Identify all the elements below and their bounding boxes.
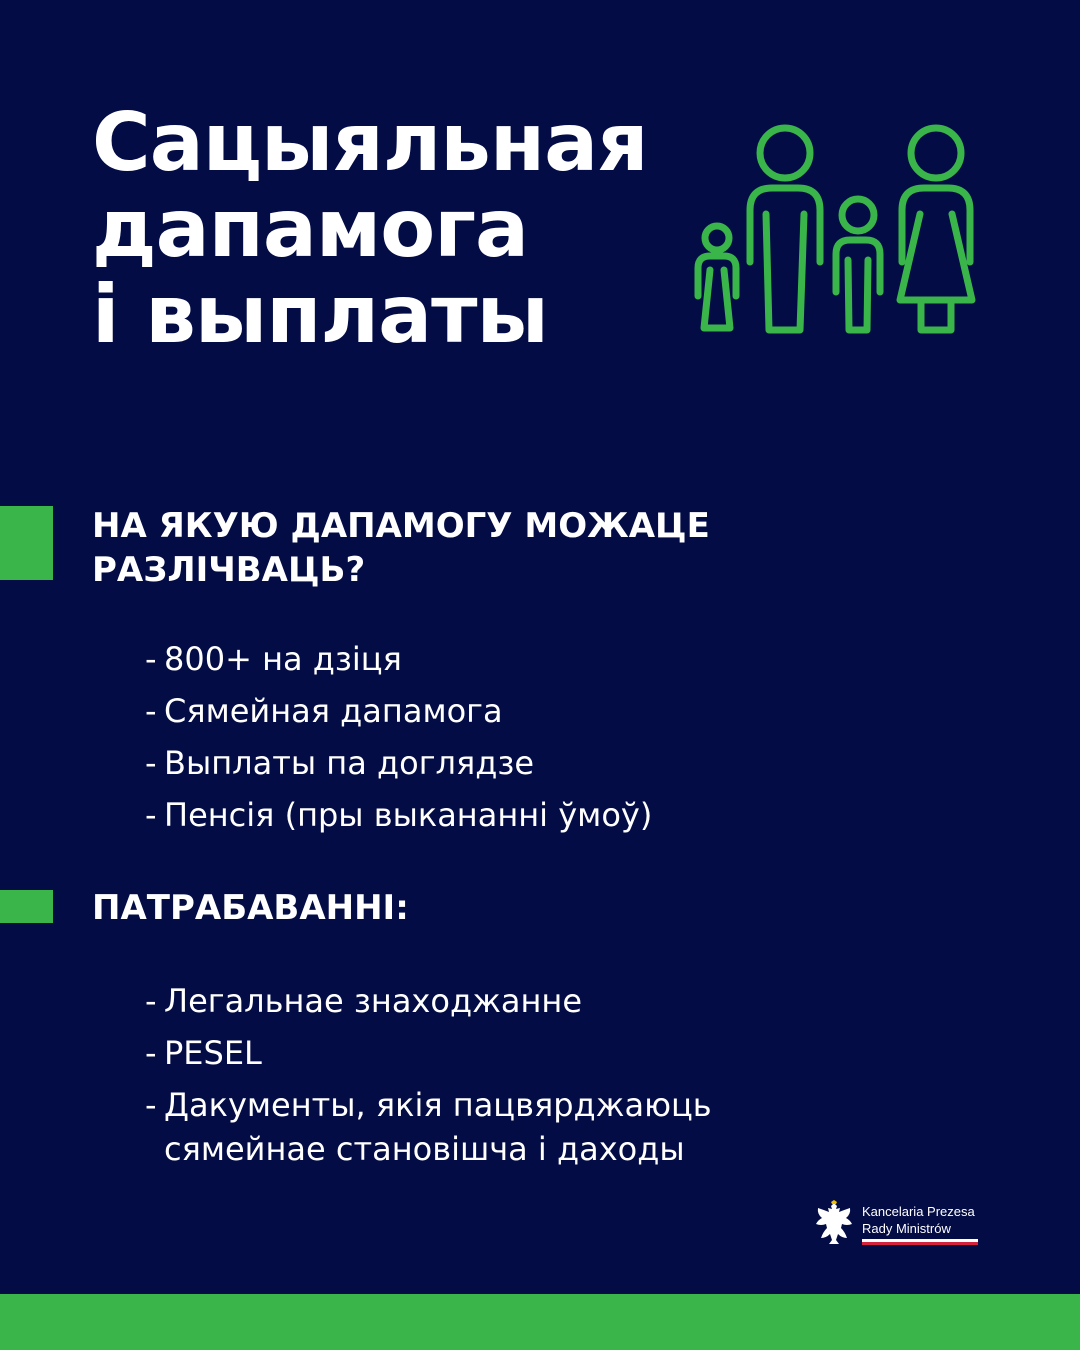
list-item: - Выплаты па доглядзе [145,737,652,789]
logo-line: Kancelaria Prezesa [862,1204,975,1219]
list-item-line: сямейнае становішча і даходы [164,1130,685,1168]
bottom-strip [0,1294,1080,1350]
title-line: і выплаты [92,268,548,361]
list-item: - Легальнае знаходжанне [145,975,712,1027]
logo-line: Rady Ministrów [862,1221,951,1236]
kprm-logo [814,1200,984,1250]
section-heading-benefits [92,504,710,592]
heading-line: РАЗЛІЧВАЦЬ? [92,550,366,590]
list-item [145,1079,712,1171]
accent-bar [0,890,53,923]
heading-line: ПАТРАБАВАННІ: [92,888,409,928]
white-eagle-icon [814,1200,854,1246]
list-item: - Сямейная дапамога [145,685,652,737]
section-heading-requirements [92,886,409,930]
list-item: - Пенсія (пры выкананні ўмоў) [145,789,652,841]
requirements-list [145,975,712,1171]
heading-line: НА ЯКУЮ ДАПАМОГУ МОЖАЦЕ [92,506,710,546]
list-item-line: - Дакументы, якія пацвярджаюць [164,1086,712,1124]
accent-bar [0,506,53,580]
title-line: Сацыяльная [92,96,648,189]
page-title [92,96,648,361]
logo-text [862,1203,975,1237]
benefits-list [145,633,652,841]
flag-stripe [862,1239,978,1245]
title-line: дапамога [92,182,528,275]
list-item: - 800+ на дзіця [145,633,652,685]
family-icon [688,118,988,342]
list-item: - PESEL [145,1027,712,1079]
